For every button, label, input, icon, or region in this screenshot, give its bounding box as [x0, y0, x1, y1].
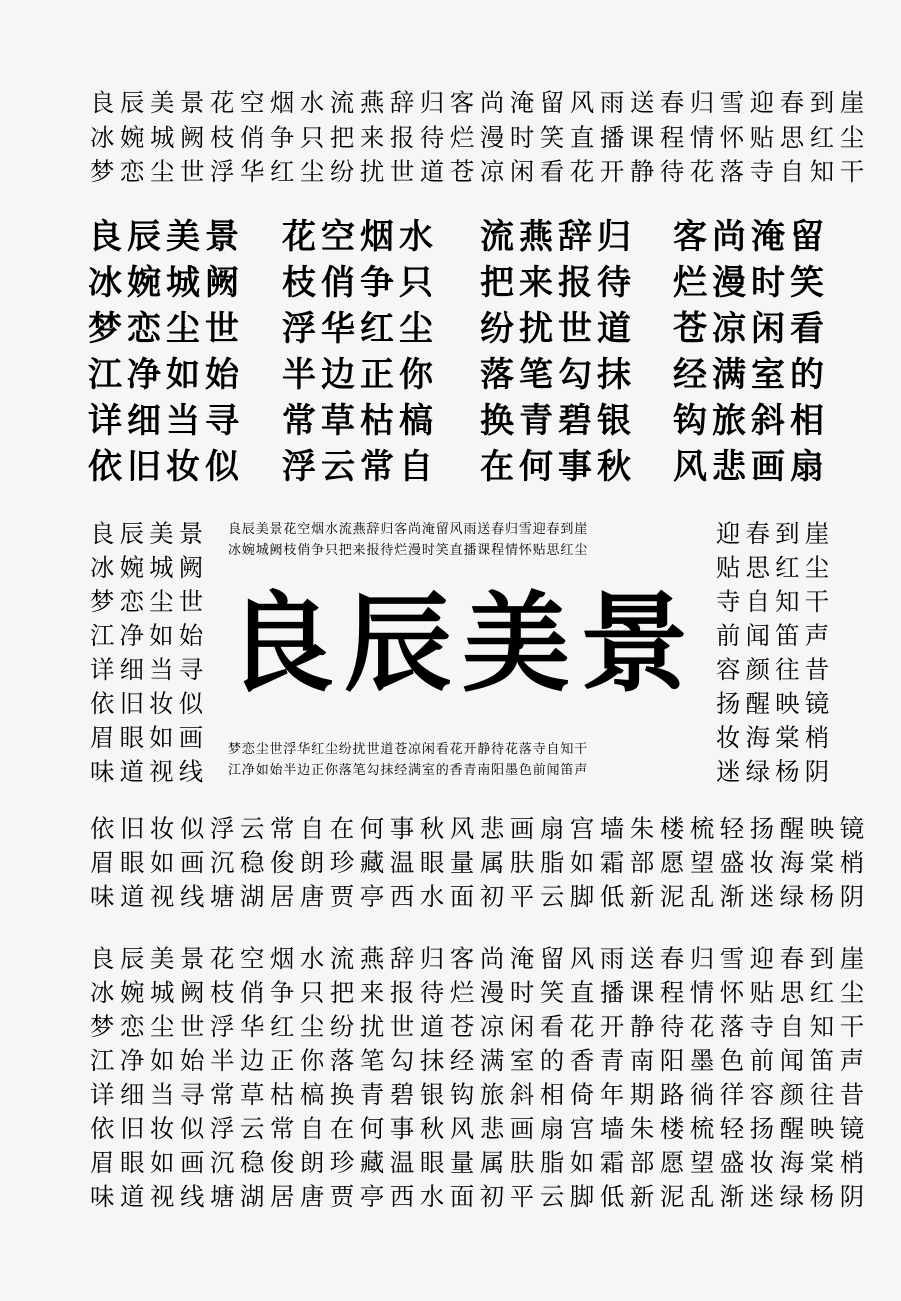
- left-column-line-1: 良辰美景: [90, 519, 209, 548]
- block-2-line-2: 枝俏争只: [282, 263, 438, 303]
- block-1-line-2: 冰婉城阙: [88, 263, 244, 303]
- left-column-line-7: 眉眼如画: [90, 723, 209, 752]
- block-4-line-1: 客尚淹留: [673, 217, 829, 257]
- block-4-line-4: 经满室的: [673, 355, 829, 395]
- bottom-line-3: 梦恋尘世浮华红尘纷扰世道苍凉闲看花开静待花落寺自知干: [90, 1012, 870, 1041]
- block-3-line-1: 流燕辞归: [480, 217, 636, 257]
- top-line-2: 冰婉城阙枝俏争只把来报待烂漫时笑直播课程情怀贴思红尘: [90, 123, 870, 152]
- left-column-line-6: 依旧妆似: [90, 689, 209, 718]
- right-column-line-7: 妆海棠梢: [716, 723, 835, 752]
- block-3-line-6: 在何事秋: [480, 447, 636, 487]
- right-column-line-4: 前闻笛声: [716, 621, 835, 650]
- left-column-line-5: 详细当寻: [90, 655, 209, 684]
- mid-line-1: 依旧妆似浮云常自在何事秋风悲画扇宫墙朱楼梳轻扬醒映镜: [90, 814, 870, 843]
- block-1-line-4: 江净如始: [88, 355, 244, 395]
- top-line-1: 良辰美景花空烟水流燕辞归客尚淹留风雨送春归雪迎春到崖: [90, 88, 870, 117]
- block-4-line-3: 苍凉闲看: [673, 309, 829, 349]
- bottom-line-6: 依旧妆似浮云常自在何事秋风悲画扇宫墙朱楼梳轻扬醒映镜: [90, 1114, 870, 1143]
- right-column-line-1: 迎春到崖: [716, 519, 835, 548]
- bottom-line-4: 江净如始半边正你落笔勾抹经满室的香青南阳墨色前闻笛声: [90, 1046, 870, 1075]
- block-2-line-4: 半边正你: [282, 355, 438, 395]
- block-1-line-3: 梦恋尘世: [88, 309, 244, 349]
- bottom-line-1: 良辰美景花空烟水流燕辞归客尚淹留风雨送春归雪迎春到崖: [90, 944, 870, 973]
- bottom-line-5: 详细当寻常草枯槁换青碧银钩旅斜相倚年期路徜徉容颜往昔: [90, 1080, 870, 1109]
- left-column-line-2: 冰婉城阙: [90, 553, 209, 582]
- left-column-line-8: 味道视线: [90, 757, 209, 786]
- block-4-line-6: 风悲画扇: [673, 447, 829, 487]
- mid-line-3: 味道视线塘湖居唐贾亭西水面初平云脚低新泥乱渐迷绿杨阴: [90, 882, 870, 911]
- block-1-line-5: 详细当寻: [88, 401, 244, 441]
- block-2-line-1: 花空烟水: [282, 217, 438, 257]
- block-3-line-4: 落笔勾抹: [480, 355, 636, 395]
- block-1-line-1: 良辰美景: [88, 217, 244, 257]
- left-column-line-3: 梦恋尘世: [90, 587, 209, 616]
- left-column-line-4: 江净如始: [90, 621, 209, 650]
- right-column-line-8: 迷绿杨阴: [716, 757, 835, 786]
- right-column-line-6: 扬醒映镜: [716, 689, 835, 718]
- block-2-line-3: 浮华红尘: [282, 309, 438, 349]
- right-column-line-5: 容颜往昔: [716, 655, 835, 684]
- center-bottom-small-line-2: 江净如始半边正你落笔勾抹经满室的香青南阳墨色前闻笛声: [228, 763, 589, 778]
- block-4-line-2: 烂漫时笑: [673, 263, 829, 303]
- block-2-line-5: 常草枯槁: [282, 401, 438, 441]
- center-bottom-small-line-1: 梦恋尘世浮华红尘纷扰世道苍凉闲看花开静待花落寺自知干: [228, 742, 589, 757]
- bottom-line-7: 眉眼如画沉稳俊朗珍藏温眼量属肤脂如霜部愿望盛妆海棠梢: [90, 1148, 870, 1177]
- bottom-line-8: 味道视线塘湖居唐贾亭西水面初平云脚低新泥乱渐迷绿杨阴: [90, 1182, 870, 1211]
- block-3-line-5: 换青碧银: [480, 401, 636, 441]
- bottom-line-2: 冰婉城阙枝俏争只把来报待烂漫时笑直播课程情怀贴思红尘: [90, 978, 870, 1007]
- top-line-3: 梦恋尘世浮华红尘纷扰世道苍凉闲看花开静待花落寺自知干: [90, 157, 870, 186]
- poster-main-title: 良辰美景: [226, 582, 699, 707]
- right-column-line-3: 寺自知干: [716, 587, 835, 616]
- block-2-line-6: 浮云常自: [282, 447, 438, 487]
- center-top-small-line-2: 冰婉城阙枝俏争只把来报待烂漫时笑直播课程情怀贴思红尘: [228, 543, 589, 558]
- right-column-line-2: 贴思红尘: [716, 553, 835, 582]
- mid-line-2: 眉眼如画沉稳俊朗珍藏温眼量属肤脂如霜部愿望盛妆海棠梢: [90, 848, 870, 877]
- block-3-line-2: 把来报待: [480, 263, 636, 303]
- block-4-line-5: 钩旅斜相: [673, 401, 829, 441]
- center-top-small-line-1: 良辰美景花空烟水流燕辞归客尚淹留风雨送春归雪迎春到崖: [228, 522, 589, 537]
- block-1-line-6: 依旧妆似: [88, 447, 244, 487]
- block-3-line-3: 纷扰世道: [480, 309, 636, 349]
